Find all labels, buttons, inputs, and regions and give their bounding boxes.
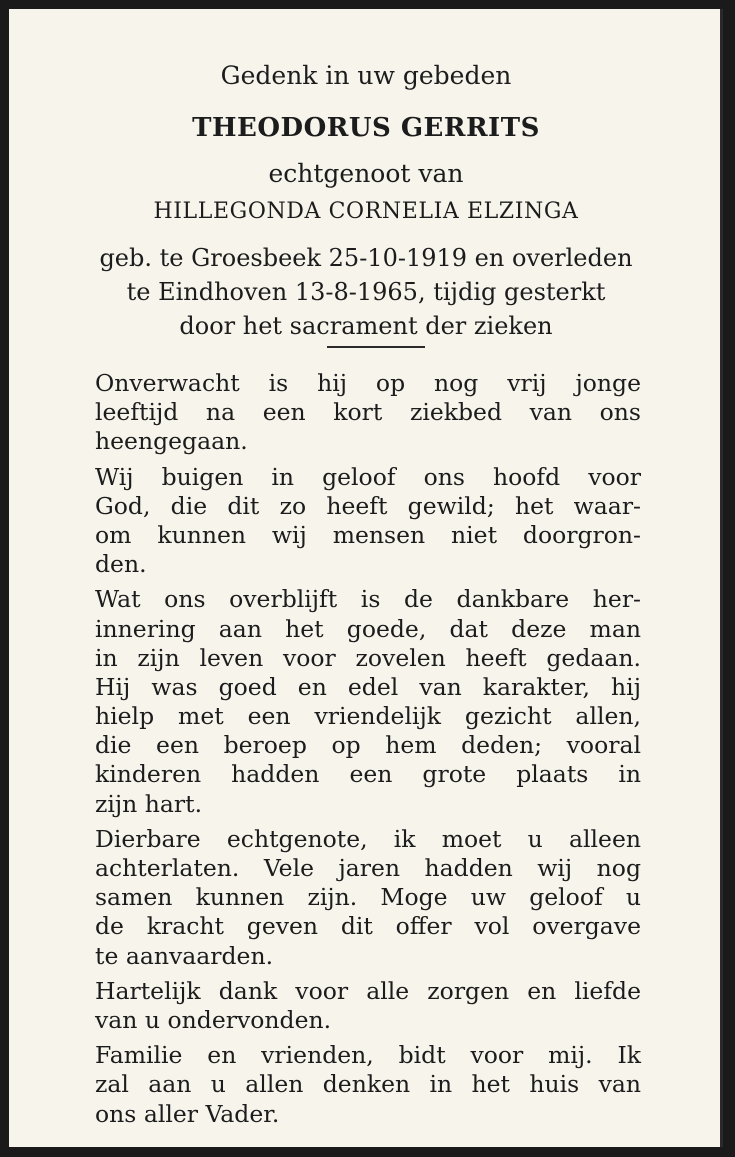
text-line: die een beroep op hem deden; vooral <box>95 731 641 760</box>
text-line: zijn hart. <box>95 789 203 818</box>
text-line: in zijn leven voor zovelen heeft gedaan. <box>95 643 641 672</box>
text-line: van u ondervonden. <box>95 1005 332 1034</box>
paragraph <box>95 825 641 971</box>
text-line: Hij was goed en edel van karakter, hij <box>95 672 641 701</box>
text-line: God, die dit zo heeft gewild; het waar- <box>95 491 641 520</box>
paragraph <box>95 369 641 457</box>
text-line: heengegaan. <box>95 427 248 456</box>
text-line: Familie en vrienden, bidt voor mij. Ik <box>95 1041 641 1070</box>
text-line: zal aan u allen denken in het huis van <box>95 1070 641 1099</box>
divider-line <box>327 346 425 348</box>
text-line: leeftijd na een kort ziekbed van ons <box>95 398 641 427</box>
text-line: om kunnen wij mensen niet doorgron- <box>95 520 641 549</box>
text-line: kinderen hadden een grote plaats in <box>95 760 641 789</box>
spouse-name: HILLEGONDA CORNELIA ELZINGA <box>153 199 579 224</box>
memorial-card <box>9 9 723 1147</box>
life-dates <box>9 241 723 343</box>
text-line: Hartelijk dank voor alle zorgen en liefde <box>95 976 641 1005</box>
deceased-name: THEODORUS GERRITS <box>192 113 540 143</box>
text-line: achterlaten. Vele jaren hadden wij nog <box>95 854 641 882</box>
paragraph <box>95 977 641 1035</box>
life-line: geb. te Groesbeek 25-10-1919 en overleden <box>99 244 633 272</box>
text-line: ons aller Vader. <box>95 1099 280 1128</box>
text-line: Wat ons overblijft is de dankbare her- <box>95 585 641 614</box>
memorial-text <box>95 369 641 1135</box>
text-line: innering aan het goede, dat deze man <box>95 614 641 643</box>
text-line: Dierbare echtgenote, ik moet u alleen <box>95 824 641 853</box>
life-line: te Eindhoven 13-8-1965, tijdig gesterkt <box>126 278 606 306</box>
life-line: door het sacrament der zieken <box>179 312 553 340</box>
paragraph <box>95 1041 641 1129</box>
paragraph <box>95 585 641 819</box>
text-line: den. <box>95 550 147 579</box>
text-line: samen kunnen zijn. Moge uw geloof u <box>95 883 641 912</box>
text-line: de kracht geven dit offer vol overgave <box>95 912 641 941</box>
text-line: hielp met een vriendelijk gezicht allen, <box>95 702 641 731</box>
text-line: te aanvaarden. <box>95 941 274 970</box>
spouse-label: echtgenoot van <box>268 159 464 188</box>
pray-line: Gedenk in uw gebeden <box>220 61 512 90</box>
text-line: Onverwacht is hij op nog vrij jonge <box>95 369 641 397</box>
paragraph <box>95 463 641 580</box>
text-line: Wij buigen in geloof ons hoofd voor <box>95 462 641 491</box>
